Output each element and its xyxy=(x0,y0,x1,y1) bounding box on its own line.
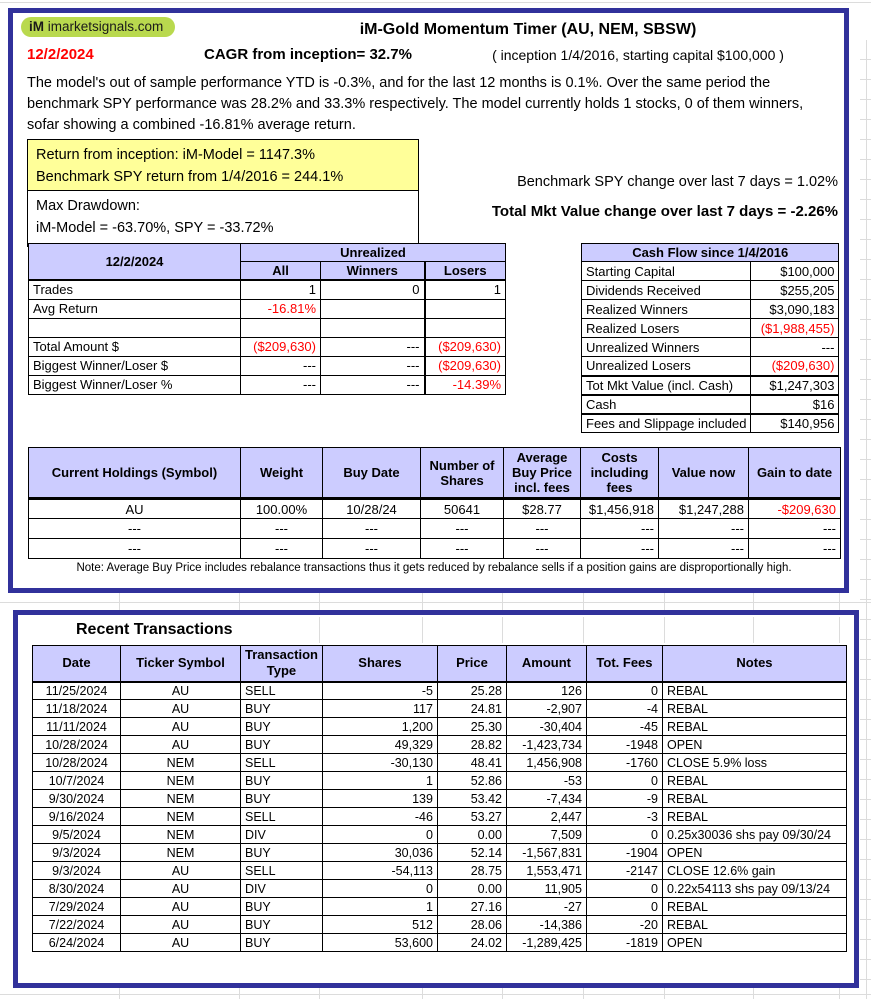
txn-shares: -30,130 xyxy=(322,754,437,772)
txn-price: 24.02 xyxy=(437,934,506,952)
row-label: Avg Return xyxy=(29,299,241,318)
cashflow-value: $3,090,183 xyxy=(751,300,839,319)
txn-ticker: NEM xyxy=(121,826,241,844)
col-price: Price xyxy=(437,646,506,682)
txn-amount: -53 xyxy=(506,772,586,790)
holding-value-now: $1,247,288 xyxy=(659,499,749,519)
col-shares: Shares xyxy=(322,646,437,682)
holdings-header-row xyxy=(29,448,841,499)
cashflow-title: Cash Flow since 1/4/2016 xyxy=(582,244,839,262)
txn-type: DIV xyxy=(241,880,323,898)
txn-amount: 2,447 xyxy=(506,808,586,826)
cashflow-label: Realized Losers xyxy=(582,319,751,338)
txn-date: 11/18/2024 xyxy=(33,700,121,718)
col-ticker: Ticker Symbol xyxy=(121,646,241,682)
txn-date: 9/16/2024 xyxy=(33,808,121,826)
txn-notes: REBAL xyxy=(662,916,846,934)
col-avg-price: Average Buy Price incl. fees xyxy=(504,448,581,499)
col-type: Transaction Type xyxy=(241,646,323,682)
txn-fees: 0 xyxy=(586,826,662,844)
cashflow-label: Unrealized Losers xyxy=(582,357,751,376)
txn-price: 28.82 xyxy=(437,736,506,754)
col-value-now: Value now xyxy=(659,448,749,499)
txn-type: BUY xyxy=(241,844,323,862)
cashflow-value: ($1,988,455) xyxy=(751,319,839,338)
txn-type: BUY xyxy=(241,898,323,916)
txn-type: SELL xyxy=(241,754,323,772)
col-fees: Tot. Fees xyxy=(586,646,662,682)
cashflow-label: Realized Winners xyxy=(582,300,751,319)
txn-type: SELL xyxy=(241,862,323,880)
table-row xyxy=(33,718,847,736)
txn-shares: 139 xyxy=(322,790,437,808)
cell-winners xyxy=(321,299,425,318)
holding-symbol: --- xyxy=(29,519,241,539)
txn-type: SELL xyxy=(241,682,323,700)
txn-price: 28.75 xyxy=(437,862,506,880)
txn-type: SELL xyxy=(241,808,323,826)
txn-date: 10/28/2024 xyxy=(33,736,121,754)
transactions-title: Recent Transactions xyxy=(76,621,233,638)
holdings-table xyxy=(28,447,841,559)
holding-gain: --- xyxy=(749,539,841,559)
cashflow-label: Dividends Received xyxy=(582,281,751,300)
cell-losers xyxy=(425,299,506,318)
txn-notes: REBAL xyxy=(662,682,846,700)
table-row xyxy=(33,934,847,952)
txn-date: 8/30/2024 xyxy=(33,880,121,898)
txn-notes: REBAL xyxy=(662,790,846,808)
cashflow-table xyxy=(581,243,839,433)
unrealized-group-header: Unrealized xyxy=(241,244,506,262)
txn-notes: OPEN xyxy=(662,736,846,754)
table-row xyxy=(29,375,506,394)
txn-fees: -9 xyxy=(586,790,662,808)
txn-ticker: NEM xyxy=(121,808,241,826)
holding-value-now: --- xyxy=(659,519,749,539)
txn-ticker: NEM xyxy=(121,772,241,790)
cashflow-label: Tot Mkt Value (incl. Cash) xyxy=(582,376,751,395)
table-row xyxy=(582,281,839,300)
unrealized-table xyxy=(28,243,506,395)
table-row xyxy=(582,300,839,319)
txn-ticker: AU xyxy=(121,682,241,700)
cell-all xyxy=(241,318,321,337)
cell-losers: -14.39% xyxy=(425,375,506,394)
cell-winners xyxy=(321,318,425,337)
holding-value-now: --- xyxy=(659,539,749,559)
txn-amount: 1,456,908 xyxy=(506,754,586,772)
txn-price: 52.86 xyxy=(437,772,506,790)
txn-price: 28.06 xyxy=(437,916,506,934)
cashflow-value: $100,000 xyxy=(751,262,839,281)
txn-notes: OPEN xyxy=(662,844,846,862)
holding-costs: $1,456,918 xyxy=(581,499,659,519)
holding-buy-date: --- xyxy=(323,519,421,539)
txn-notes: OPEN xyxy=(662,934,846,952)
row-label: Biggest Winner/Loser $ xyxy=(29,356,241,375)
cell-losers: 1 xyxy=(425,280,506,299)
cell-winners: --- xyxy=(321,356,425,375)
holding-shares: 50641 xyxy=(421,499,504,519)
txn-amount: 11,905 xyxy=(506,880,586,898)
cell-all: ($209,630) xyxy=(241,337,321,356)
table-row xyxy=(33,682,847,700)
cell-losers: ($209,630) xyxy=(425,337,506,356)
txn-amount: -1,289,425 xyxy=(506,934,586,952)
cell-all: 1 xyxy=(241,280,321,299)
holding-shares: --- xyxy=(421,519,504,539)
return-spy-line: Benchmark SPY return from 1/4/2016 = 244.1% xyxy=(36,169,344,185)
txn-fees: -20 xyxy=(586,916,662,934)
txn-ticker: AU xyxy=(121,862,241,880)
txn-shares: 30,036 xyxy=(322,844,437,862)
cell-winners: 0 xyxy=(321,280,425,299)
table-row xyxy=(33,772,847,790)
cashflow-value: $1,247,303 xyxy=(751,376,839,395)
drawdown-values: iM-Model = -63.70%, SPY = -33.72% xyxy=(36,220,274,236)
table-row xyxy=(582,338,839,357)
table-row xyxy=(33,898,847,916)
txn-shares: 512 xyxy=(322,916,437,934)
txn-amount: -1,423,734 xyxy=(506,736,586,754)
holding-costs: --- xyxy=(581,519,659,539)
txn-date: 9/5/2024 xyxy=(33,826,121,844)
row-label: Total Amount $ xyxy=(29,337,241,356)
cagr-line: CAGR from inception= 32.7% xyxy=(204,46,412,63)
report-date: 12/2/2024 xyxy=(27,46,94,63)
txn-price: 0.00 xyxy=(437,826,506,844)
col-date: Date xyxy=(33,646,121,682)
txn-amount: -27 xyxy=(506,898,586,916)
col-amount: Amount xyxy=(506,646,586,682)
col-weight: Weight xyxy=(241,448,323,499)
txn-ticker: AU xyxy=(121,718,241,736)
holding-avg-price: $28.77 xyxy=(504,499,581,519)
table-row xyxy=(33,754,847,772)
txn-shares: 117 xyxy=(322,700,437,718)
performance-summary: The model's out of sample performance YTD is -0.3%, and for the last 12 months is 0.1%. Over the same period the benchmark SPY performance was 28.2% and 33.3% respectively. The model currently holds 1 stocks, 0 of them winners, sofar showing a combined -16.81% average return. xyxy=(27,75,804,133)
table-row xyxy=(29,337,506,356)
max-drawdown-box xyxy=(27,191,419,247)
col-all: All xyxy=(241,262,321,281)
txn-fees: 0 xyxy=(586,880,662,898)
inception-note: ( inception 1/4/2016, starting capital $100,000 ) xyxy=(492,47,784,63)
cashflow-label: Unrealized Winners xyxy=(582,338,751,357)
cashflow-label: Starting Capital xyxy=(582,262,751,281)
txn-price: 25.30 xyxy=(437,718,506,736)
logo-site-text: imarketsignals.com xyxy=(47,19,164,34)
txn-price: 53.42 xyxy=(437,790,506,808)
txn-price: 48.41 xyxy=(437,754,506,772)
table-row xyxy=(29,280,506,299)
drawdown-title: Max Drawdown: xyxy=(36,198,140,214)
table-row xyxy=(582,319,839,338)
cell-all: --- xyxy=(241,375,321,394)
txn-type: BUY xyxy=(241,736,323,754)
table-row xyxy=(33,808,847,826)
txn-notes: REBAL xyxy=(662,700,846,718)
txn-fees: -1904 xyxy=(586,844,662,862)
txn-notes: REBAL xyxy=(662,718,846,736)
txn-ticker: AU xyxy=(121,736,241,754)
txn-date: 7/22/2024 xyxy=(33,916,121,934)
holding-symbol: --- xyxy=(29,539,241,559)
txn-price: 24.81 xyxy=(437,700,506,718)
model-summary-panel xyxy=(8,8,849,593)
txn-fees: -4 xyxy=(586,700,662,718)
cell-all: -16.81% xyxy=(241,299,321,318)
txn-ticker: AU xyxy=(121,880,241,898)
cell-losers xyxy=(425,318,506,337)
holding-avg-price: --- xyxy=(504,519,581,539)
col-gain: Gain to date xyxy=(749,448,841,499)
txn-date: 6/24/2024 xyxy=(33,934,121,952)
txn-shares: 1 xyxy=(322,772,437,790)
grid-right-strip xyxy=(860,40,871,999)
spy-7day-change: Benchmark SPY change over last 7 days = 1.02% xyxy=(517,174,838,190)
col-winners: Winners xyxy=(321,262,425,281)
table-row xyxy=(33,880,847,898)
col-costs: Costs including fees xyxy=(581,448,659,499)
row-label: Trades xyxy=(29,280,241,299)
txn-shares: 1 xyxy=(322,898,437,916)
txn-amount: 126 xyxy=(506,682,586,700)
txn-price: 52.14 xyxy=(437,844,506,862)
txn-date: 9/3/2024 xyxy=(33,844,121,862)
unrealized-header-row xyxy=(29,244,506,262)
holding-gain: --- xyxy=(749,519,841,539)
transactions-table xyxy=(32,645,847,952)
txn-ticker: AU xyxy=(121,916,241,934)
col-buy-date: Buy Date xyxy=(323,448,421,499)
txn-fees: -2147 xyxy=(586,862,662,880)
table-row xyxy=(29,539,841,559)
txn-amount: 7,509 xyxy=(506,826,586,844)
recent-transactions-panel xyxy=(13,610,859,988)
table-row xyxy=(582,262,839,281)
return-model-line: Return from inception: iM-Model = 1147.3% xyxy=(36,147,315,163)
txn-type: BUY xyxy=(241,772,323,790)
txn-fees: 0 xyxy=(586,682,662,700)
txn-fees: -1948 xyxy=(586,736,662,754)
col-shares: Number of Shares xyxy=(421,448,504,499)
table-row xyxy=(33,700,847,718)
page-title: iM-Gold Momentum Timer (AU, NEM, SBSW) xyxy=(359,21,697,38)
txn-notes: REBAL xyxy=(662,808,846,826)
txn-ticker: NEM xyxy=(121,844,241,862)
txn-notes: REBAL xyxy=(662,772,846,790)
holding-avg-price: --- xyxy=(504,539,581,559)
table-row xyxy=(33,736,847,754)
txn-type: BUY xyxy=(241,916,323,934)
txn-amount: -2,907 xyxy=(506,700,586,718)
cell-winners: --- xyxy=(321,375,425,394)
table-row xyxy=(29,519,841,539)
txn-type: BUY xyxy=(241,790,323,808)
col-symbol: Current Holdings (Symbol) xyxy=(29,448,241,499)
txn-price: 25.28 xyxy=(437,682,506,700)
cashflow-value: --- xyxy=(751,338,839,357)
cell-winners: --- xyxy=(321,337,425,356)
txn-price: 53.27 xyxy=(437,808,506,826)
txn-fees: -45 xyxy=(586,718,662,736)
txn-amount: -7,434 xyxy=(506,790,586,808)
cashflow-value: $255,205 xyxy=(751,281,839,300)
txn-shares: 0 xyxy=(322,826,437,844)
col-losers: Losers xyxy=(425,262,506,281)
txn-ticker: AU xyxy=(121,700,241,718)
txn-date: 11/25/2024 xyxy=(33,682,121,700)
txn-date: 10/7/2024 xyxy=(33,772,121,790)
txn-notes: CLOSE 12.6% gain xyxy=(662,862,846,880)
txn-ticker: NEM xyxy=(121,754,241,772)
table-row xyxy=(33,844,847,862)
col-notes: Notes xyxy=(662,646,846,682)
txn-date: 11/11/2024 xyxy=(33,718,121,736)
holding-gain: -$209,630 xyxy=(749,499,841,519)
txn-fees: -1760 xyxy=(586,754,662,772)
txn-amount: -14,386 xyxy=(506,916,586,934)
txn-amount: -1,567,831 xyxy=(506,844,586,862)
txn-date: 9/3/2024 xyxy=(33,862,121,880)
txn-notes: CLOSE 5.9% loss xyxy=(662,754,846,772)
txn-notes: 0.22x54113 shs pay 09/13/24 xyxy=(662,880,846,898)
holding-weight: 100.00% xyxy=(241,499,323,519)
txn-price: 27.16 xyxy=(437,898,506,916)
txn-fees: 0 xyxy=(586,772,662,790)
cashflow-label: Cash xyxy=(582,395,751,414)
cashflow-value: $16 xyxy=(751,395,839,414)
txn-date: 7/29/2024 xyxy=(33,898,121,916)
txn-type: DIV xyxy=(241,826,323,844)
grid-top-line xyxy=(0,2,871,3)
mkt-7day-change: Total Mkt Value change over last 7 days = -2.26% xyxy=(491,203,838,220)
txn-price: 0.00 xyxy=(437,880,506,898)
row-label: Biggest Winner/Loser % xyxy=(29,375,241,394)
holding-shares: --- xyxy=(421,539,504,559)
txn-fees: -1819 xyxy=(586,934,662,952)
txn-shares: 49,329 xyxy=(322,736,437,754)
table-row xyxy=(33,916,847,934)
cell-all: --- xyxy=(241,356,321,375)
return-inception-box xyxy=(27,139,419,191)
txn-date: 9/30/2024 xyxy=(33,790,121,808)
cashflow-label: Fees and Slippage included xyxy=(582,414,751,433)
table-row xyxy=(33,790,847,808)
table-row xyxy=(29,318,506,337)
table-row xyxy=(29,299,506,318)
imarketsignals-logo xyxy=(21,17,175,37)
cashflow-header-row xyxy=(582,244,839,262)
txn-shares: -46 xyxy=(322,808,437,826)
table-row xyxy=(29,356,506,375)
holding-symbol: AU xyxy=(29,499,241,519)
holding-buy-date: --- xyxy=(323,539,421,559)
txn-shares: 0 xyxy=(322,880,437,898)
unrealized-date-header: 12/2/2024 xyxy=(29,244,241,281)
txn-shares: -54,113 xyxy=(322,862,437,880)
txn-notes: REBAL xyxy=(662,898,846,916)
grid-gap-strip xyxy=(0,593,871,610)
table-row xyxy=(582,414,839,433)
table-row xyxy=(33,826,847,844)
txn-ticker: AU xyxy=(121,898,241,916)
table-row xyxy=(582,376,839,395)
logo-im-badge: iM xyxy=(29,19,44,34)
cashflow-value: ($209,630) xyxy=(751,357,839,376)
holding-weight: --- xyxy=(241,519,323,539)
table-row xyxy=(33,862,847,880)
txn-ticker: NEM xyxy=(121,790,241,808)
txn-amount: -30,404 xyxy=(506,718,586,736)
row-label xyxy=(29,318,241,337)
txn-notes: 0.25x30036 shs pay 09/30/24 xyxy=(662,826,846,844)
txn-shares: 1,200 xyxy=(322,718,437,736)
txn-type: BUY xyxy=(241,700,323,718)
table-row xyxy=(582,395,839,414)
txn-ticker: AU xyxy=(121,934,241,952)
cashflow-value: $140,956 xyxy=(751,414,839,433)
table-row xyxy=(582,357,839,376)
holding-buy-date: 10/28/24 xyxy=(323,499,421,519)
holding-weight: --- xyxy=(241,539,323,559)
holdings-note: Note: Average Buy Price includes rebalance transactions thus it gets reduced by rebalance sells if a position gains are disproportionally high. xyxy=(76,562,792,574)
transactions-header-row xyxy=(33,646,847,682)
txn-fees: -3 xyxy=(586,808,662,826)
cell-losers: ($209,630) xyxy=(425,356,506,375)
txn-type: BUY xyxy=(241,934,323,952)
grid-bottom-strip xyxy=(0,988,871,999)
holding-costs: --- xyxy=(581,539,659,559)
txn-shares: -5 xyxy=(322,682,437,700)
txn-type: BUY xyxy=(241,718,323,736)
txn-shares: 53,600 xyxy=(322,934,437,952)
txn-amount: 1,553,471 xyxy=(506,862,586,880)
txn-date: 10/28/2024 xyxy=(33,754,121,772)
txn-fees: 0 xyxy=(586,898,662,916)
table-row xyxy=(29,499,841,519)
